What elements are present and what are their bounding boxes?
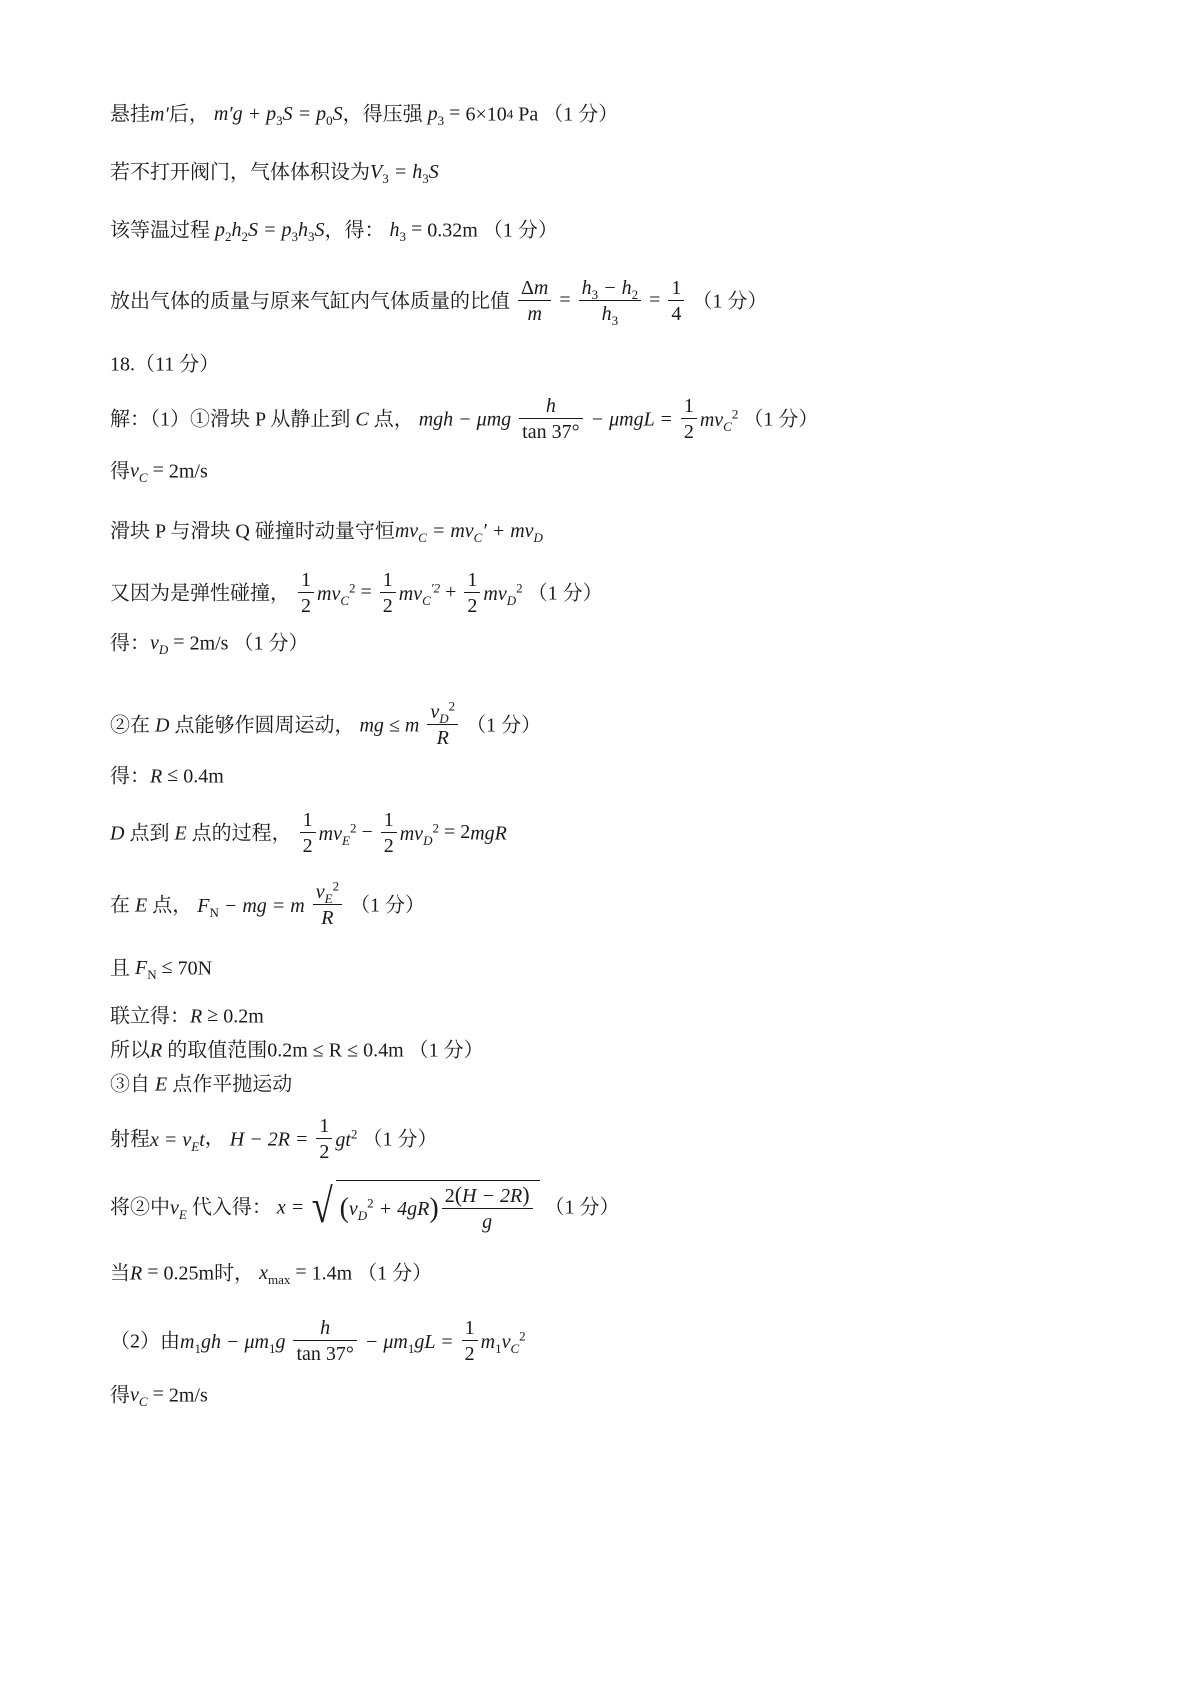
text: 滑块 P 与滑块 Q 碰撞时动量守恒 [110, 520, 395, 543]
value-r-opt: 0.25m [163, 1262, 215, 1285]
score-mark: （1 分） [466, 714, 542, 737]
line-substitute: 将②中$v_E$ 代入得： x = √ ( $v_D^2 + 4gR$ ) $\frac{2(H - 2R)}{g}$ （1 分） [110, 1180, 620, 1233]
text: 射程 [110, 1128, 150, 1151]
value-r-min: 0.2m [223, 1005, 264, 1028]
score-mark: （1 分） [692, 290, 768, 313]
line-r-range: 所以R 的取值范围0.2m ≤ R ≤ 0.4m （1 分） [110, 1039, 484, 1062]
text: 点， [152, 894, 193, 917]
line-at-e: 在 E 点， $F_N$ − mg = m $\frac{v_E^2}{R}$ （1 分） [110, 878, 426, 929]
text: 得： [110, 632, 150, 655]
value-h3: 0.32m [427, 219, 478, 242]
line-mass-ratio: 放出气体的质量与原来气缸内气体质量的比值 $\frac{\Delta m}{m}$ = $\frac{h_3 - h_2}{h_3}$ = $\frac{1}{4}$ （1 分） [110, 277, 768, 328]
text: 联立得： [110, 1005, 190, 1028]
line-part2: （2）由$m_1gh - \mu m_1g$ $\frac{h}{\tan 37^\circ}$ − $\mu m_1gL$ = $\frac{1}{2}$ $m_1v_C^2$ [110, 1317, 526, 1365]
text: 点到 [129, 822, 170, 845]
line-slide-to-c: 解：（1）①滑块 P 从静止到 C 点， mgh − μmg $\frac{h}{\tan 37^\circ}$ − μmgL = $\frac{1}{2}$ $mv_C^2$ （1 分） [110, 395, 819, 443]
score-mark: （1 分） [544, 1196, 620, 1219]
text: ，得压强 [342, 103, 423, 126]
value-p3-unit: Pa [518, 103, 539, 126]
text: 点作平抛运动 [172, 1073, 293, 1096]
text: ②在 [110, 714, 150, 737]
value-r-max: 0.4m [183, 765, 224, 788]
value-fn-max: 70N [177, 957, 213, 980]
text: 该等温过程 [110, 219, 210, 242]
text: 点的过程， [191, 822, 292, 845]
line-projectile: ③自 E 点作平抛运动 [110, 1073, 293, 1096]
text: 18.（11 分） [110, 353, 220, 376]
fraction: $\frac{\Delta m}{m}$ [518, 276, 551, 327]
line-r-max: 得：R ≤ 0.4m [110, 764, 224, 788]
fraction-result: $\frac{1}{4}$ [668, 276, 684, 327]
value-p3: 6×10 [465, 103, 507, 126]
text: 放出气体的质量与原来气缸内气体质量的比值 [110, 290, 510, 313]
question-heading [110, 349, 219, 378]
value-vc: 2m/s [168, 1384, 208, 1407]
line-vc: 得$v_C = 2m/s$ [110, 459, 208, 486]
text: 得 [110, 1384, 130, 1407]
line-isothermal: 该等温过程 $p_2h_2S = p_3h_3S$，得： $h_3 = 0.32m$ （1 分） [110, 218, 558, 245]
text: 将②中 [110, 1196, 170, 1219]
text: 后， [168, 103, 209, 126]
value-r-range: 0.2m ≤ R ≤ 0.4m [267, 1039, 404, 1062]
text: 的取值范围 [167, 1039, 268, 1062]
text: 点能够作圆周运动， [174, 714, 355, 737]
text: 在 [110, 894, 130, 917]
square-root: √ ( $v_D^2 + 4gR$ ) $\frac{2(H - 2R)}{g}$ [309, 1180, 539, 1235]
score-mark: （1 分） [408, 1039, 484, 1062]
fraction: $\frac{h_3 - h_2}{h_3}$ [579, 276, 642, 327]
score-mark: （1 分） [527, 582, 603, 605]
score-mark: （1 分） [233, 632, 309, 655]
text: 悬挂 [110, 103, 150, 126]
text: 且 [110, 957, 130, 980]
line-volume: 若不打开阀门，气体体积设为$V_3 = h_3S$ [110, 161, 439, 187]
text: 又因为是弹性碰撞， [110, 582, 290, 605]
text: 点， [373, 408, 414, 431]
text: 所以 [110, 1039, 150, 1062]
line-fn-limit: 且 $F_N \le 70N$ [110, 956, 213, 983]
score-mark: （1 分） [482, 219, 558, 242]
line-circular: ②在 D 点能够作圆周运动， mg ≤ m $\frac{v_D^2}{R}$ （1 分） [110, 698, 542, 749]
text: ，得： [324, 219, 385, 242]
text: 解：（1）①滑块 P 从静止到 [110, 408, 351, 431]
line-range-eq: 射程$x = v_Et$， H − 2R = $\frac{1}{2}$ $gt^2$ （1 分） [110, 1115, 438, 1163]
line-elastic: 又因为是弹性碰撞， $\frac{1}{2}$ $mv_C^2$ = $\frac{1}{2}$ $mv_C^{'2}$ + $\frac{1}{2}$ $mv_D^2$ （1 分） [110, 569, 603, 617]
text: 代入得： [191, 1196, 272, 1219]
text: 时， [214, 1262, 255, 1285]
text: ③自 [110, 1073, 150, 1096]
text: （2）由 [110, 1330, 180, 1353]
text: 得： [110, 765, 150, 788]
score-mark: （1 分） [357, 1262, 433, 1285]
fraction: $\frac{h}{\tan 37^\circ}$ [519, 394, 582, 445]
line-x-max: 当R = 0.25m时， $x_{max} = 1.4m$ （1 分） [110, 1261, 433, 1288]
line-momentum: 滑块 P 与滑块 Q 碰撞时动量守恒$mv_C = mv_C' + mv_D$ [110, 520, 543, 546]
line-vd: 得：$v_D = 2m/s$ （1 分） [110, 631, 309, 658]
value-vc: 2m/s [168, 460, 208, 483]
score-mark: （1 分） [350, 894, 426, 917]
text: 当 [110, 1262, 130, 1285]
value-x-max: 1.4m [311, 1262, 353, 1285]
text: 若不打开阀门，气体体积设为 [110, 161, 370, 184]
line-d-to-e: D 点到 E 点的过程， $\frac{1}{2}$ $mv_E^2$ − $\frac{1}{2}$ $mv_D^2 = 2mgR$ [110, 809, 507, 857]
score-mark: （1 分） [362, 1128, 438, 1151]
line-vc-part2: 得$v_C = 2m/s$ [110, 1383, 208, 1410]
score-mark: （1 分） [543, 103, 619, 126]
text: 得 [110, 460, 130, 483]
line-suspend-mass: 悬挂m′后， $m'g + p_3S = p_0S$，得压强 $p_3 = 6\times 104$ Pa （1 分） [110, 102, 619, 129]
value-p3-exponent: 4 [506, 106, 514, 122]
value-vd: 2m/s [189, 632, 229, 655]
score-mark: （1 分） [743, 408, 819, 431]
fraction: $\frac{1}{2}$ [681, 394, 697, 445]
line-r-min: 联立得：R ≥ 0.2m [110, 1004, 264, 1028]
